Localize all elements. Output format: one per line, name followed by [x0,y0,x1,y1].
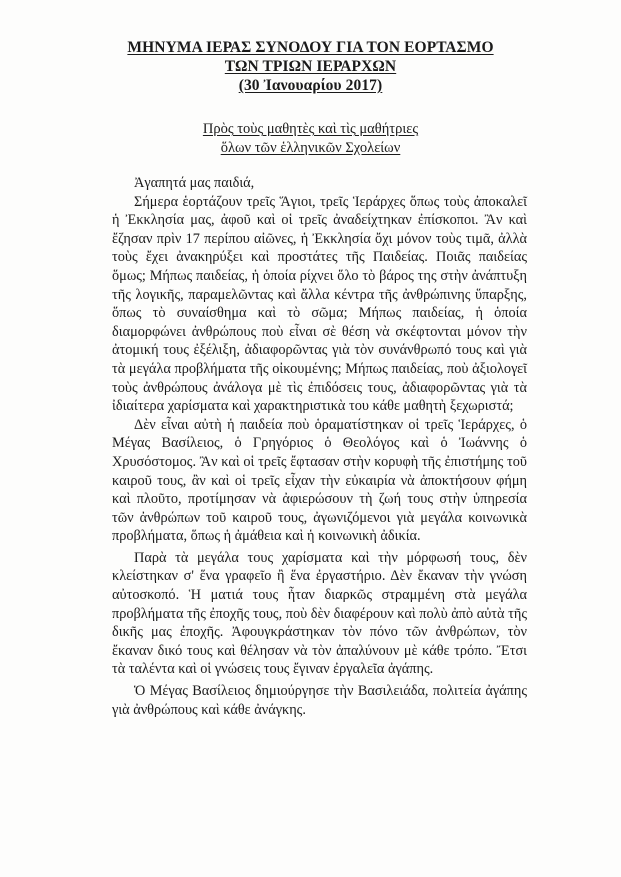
paragraph-2: Δὲν εἶναι αὐτὴ ἡ παιδεία ποὺ ὁραματίστηκαν οἱ τρεῖς Ἱεράρχες, ὁ Μέγας Βασίλειος, ὁ Γρηγόριος ὁ Θεολόγος καὶ ὁ Ἰωάννης ὁ Χρυσόστομος. Ἂν καὶ οἱ τρεῖς ἔφτασαν στὴν κορυφὴ τῆς ἐπιστήμης τοῦ καιροῦ τους, ἂν καὶ οἱ τρεῖς εἶχαν τὴν εὐκαιρία νὰ ἀποκτήσουν φήμη καὶ πλοῦτο, προτίμησαν νὰ ἀφιερώσουν τὴ ζωή τους στὴν ὑπηρεσία τῶν ἀνθρώπων τοῦ καιροῦ τους, ἀγωνιζόμενοι γιὰ μεγάλα κοινωνικὰ προβλήματα, ὅπως ἡ ἀμάθεια καὶ ἡ κοινωνικὴ ἀδικία. [112,416,527,545]
subtitle-line-2: ὅλων τῶν ἑλληνικῶν Σχολείων [220,140,401,156]
greeting: Ἀγαπητά μας παιδιά, [134,175,255,191]
paragraph-1: Σήμερα ἑορτάζουν τρεῖς Ἅγιοι, τρεῖς Ἱεράρχες ὅπως τοὺς ἀποκαλεῖ ἡ Ἐκκλησία μας, ἀφοῦ καὶ οἱ τρεῖς ἀναδείχτηκαν ἐπίσκοποι. Ἂν καὶ ἔζησαν πρὶν 17 περίπου αἰῶνες, ἡ Ἐκκλησία ὄχι μόνον τοὺς τιμᾶ, ἀλλὰ τοὺς ἔχει ἀνακηρύξει καὶ προστάτες τῆς Παιδείας. Ποιᾶς παιδείας ὅμως; Μήπως παιδείας, ἡ ὁποία ρίχνει ὅλο τὸ βάρος της στὴν ἀνάπτυξη τῆς λογικῆς, παραμελῶντας καὶ ἄλλα κέντρα τῆς ἀνθρώπινης ὕπαρξης, ὅπως τὸ συναίσθημα καὶ τὸ σῶμα; Μήπως παιδείας, ἡ ὁποία διαμορφώνει ἀνθρώπους ποὺ εἶναι σὲ θέση νὰ σκέφτονται μόνον τὴν ἀτομική τους ἐξέλιξη, ἀδιαφορῶντας γιὰ τὸν συνάνθρωπό τους καὶ γιὰ τὰ μεγάλα προβλήματα τῆς οἰκουμένης; Μήπως παιδείας, ποὺ ἀξιολογεῖ τοὺς ἀνθρώπους ἀνάλογα μὲ τὶς ἐπιδόσεις τους, ἀδιαφορῶντας γιὰ τὰ ἰδιαίτερα χαρίσματα καὶ χαρακτηριστικὰ του κάθε μαθητὴ ξεχωριστά; [112,193,527,415]
paragraph-3: Παρὰ τὰ μεγάλα τους χαρίσματα καὶ τὴν μόρφωσή τους, δὲν κλείστηκαν σ' ἕνα γραφεῖο ἢ ἕνα ἐργαστήριο. Δὲν ἔκαναν τὴν γνώση αὐτοσκοπό. Ἡ ματιά τους ἦταν διαρκῶς στραμμένη στὰ μεγάλα προβλήματα τῆς ἐποχῆς τους, ποὺ δὲν διαφέρουν καὶ πολὺ ἀπὸ αὐτὰ τῆς δικῆς μας ἐποχῆς. Ἀφουγκράστηκαν τὸν πόνο τῶν ἀνθρώπων, τὸν ἔκαναν δικό τους καὶ θέλησαν νὰ τὸν ἀπαλύνουν μὲ κάθε τρόπο. Ἔτσι τὰ ταλέντα καὶ οἱ γνώσεις τους ἔγιναν ἐργαλεῖα ἀγάπης. [112,549,527,678]
document-title [0,38,621,95]
paragraph-4: Ὁ Μέγας Βασίλειος δημιούργησε τὴν Βασιλειάδα, πολιτεία ἀγάπης γιὰ ἀνθρώπους καὶ κάθε ἀνάγκης. [112,683,527,718]
document-subtitle [0,120,621,158]
title-line-1: ΜΗΝΥΜΑ ΙΕΡΑΣ ΣΥΝΟΔΟΥ ΓΙΑ ΤΟΝ ΕΟΡΤΑΣΜΟ [127,39,494,56]
document-body [112,174,527,719]
subtitle-line-1: Πρὸς τοὺς μαθητὲς καὶ τὶς μαθήτριες [202,121,419,137]
title-line-2: ΤΩΝ ΤΡΙΩΝ ΙΕΡΑΡΧΩΝ [224,58,397,75]
title-date: (30 Ἰανουαρίου 2017) [238,77,383,94]
